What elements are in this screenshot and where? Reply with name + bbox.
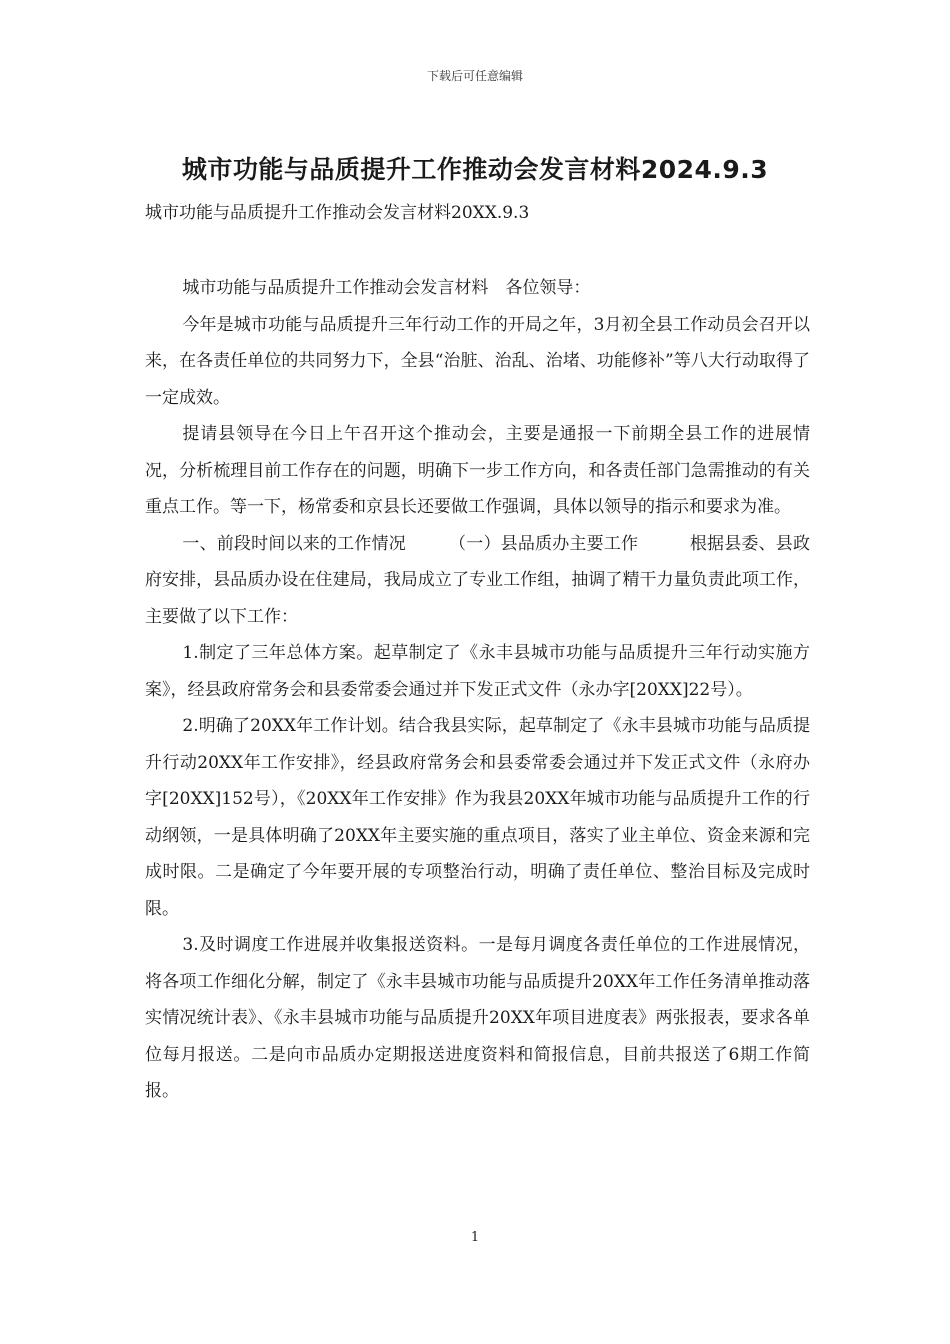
document-body xyxy=(145,270,810,1110)
page-number: 1 xyxy=(470,1230,480,1245)
paragraph-section-one: 一、前段时间以来的工作情况 （一）县品质办主要工作 根据县委、县政府安排，县品质办设在住建局，我局成立了专业工作组，抽调了精干力量负责此项工作，主要做了以下工作： xyxy=(145,533,810,627)
paragraph-opening: 城市功能与品质提升工作推动会发言材料 各位领导： xyxy=(182,278,591,298)
paragraph: 今年是城市功能与品质提升三年行动工作的开局之年，3月初全县工作动员会召开以来，在各责任单位的共同努力下，全县“治脏、治乱、治堵、功能修补”等八大行动取得了一定成效。 xyxy=(145,314,810,408)
document-title: 城市功能与品质提升工作推动会发言材料2024.9.3 xyxy=(181,155,769,184)
paragraph-item-2: 2.明确了20XX年工作计划。结合我县实际，起草制定了《永丰县城市功能与品质提升行动20XX年工作安排》，经县政府常务会和县委常委会通过并下发正式文件（永府办字[20XX]152号），《20XX年工作安排》作为我县20XX年城市功能与品质提升工作的行动纲领，一是具体明确了20XX年主要实施的重点项目，落实了业主单位、资金来源和完成时限。二是确定了今年要开展的专项整治行动，明确了责任单位、整治目标及完成时限。 xyxy=(145,716,810,919)
paragraph-item-1: 1.制定了三年总体方案。起草制定了《永丰县城市功能与品质提升三年行动实施方案》，经县政府常务会和县委常委会通过并下发正式文件（永办字[20XX]22号）。 xyxy=(145,643,810,700)
document-subtitle: 城市功能与品质提升工作推动会发言材料20XX.9.3 xyxy=(145,203,530,223)
header-note: 下载后可任意编辑 xyxy=(426,69,523,83)
paragraph-item-3: 3.及时调度工作进展并收集报送资料。一是每月调度各责任单位的工作进展情况，将各项工作细化分解，制定了《永丰县城市功能与品质提升20XX年工作任务清单推动落实情况统计表》、《永丰县城市功能与品质提升20XX年项目进度表》两张报表，要求各单位每月报送。二是向市品质办定期报送进度资料和简报信息，目前共报送了6期工作简报。 xyxy=(145,935,810,1101)
paragraph: 提请县领导在今日上午召开这个推动会，主要是通报一下前期全县工作的进展情况，分析梳理目前工作存在的问题，明确下一步工作方向，和各责任部门急需推动的有关重点工作。等一下，杨常委和京县长还要做工作强调，具体以领导的指示和要求为准。 xyxy=(145,424,810,517)
